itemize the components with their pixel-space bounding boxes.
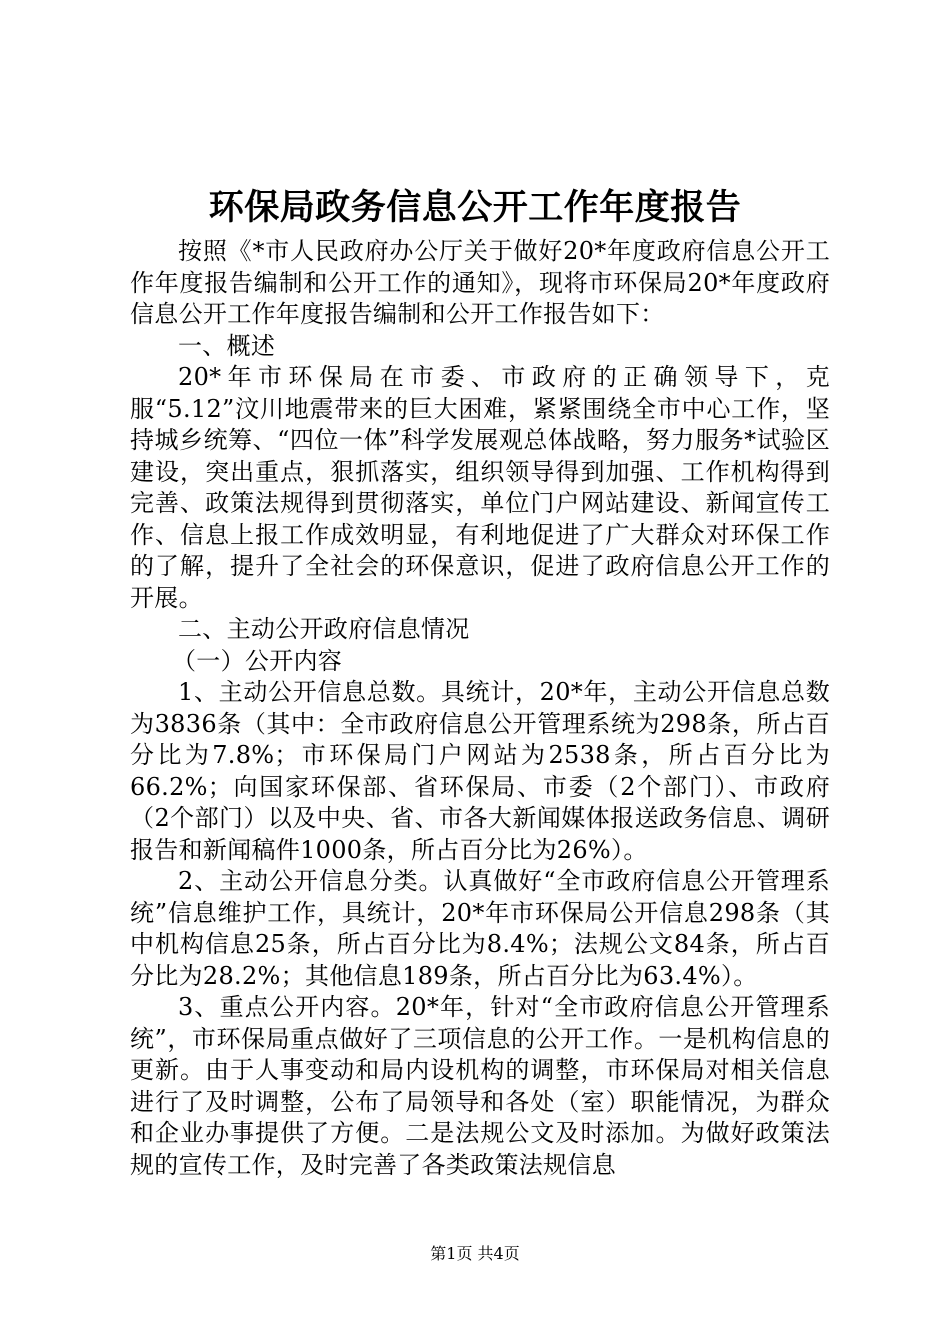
section-heading-overview: 一、概述 [178, 331, 276, 360]
document-title: 环保局政务信息公开工作年度报告 [208, 188, 742, 228]
document-body [130, 236, 830, 1181]
page-footer: 第1页 共4页 [430, 1244, 520, 1263]
paragraph-item-2: 2、主动公开信息分类。认真做好“全市政府信息公开管理系统”信息维护工作，具统计，20*年市环保局公开信息298条（其中机构信息25条，所占百分比为8.4%；法规公文84条，所占百分比为28.2%；其他信息189条，所占百分比为63.4%）。 [130, 867, 830, 990]
subsection-heading-content: （一）公开内容 [172, 646, 343, 675]
paragraph-item-1: 1、主动公开信息总数。具统计，20*年，主动公开信息总数为3836条（其中：全市政府信息公开管理系统为298条，所占百分比为7.8%；市环保局门户网站为2538条，所占百分比为66.2%；向国家环保部、省环保局、市委（2个部门）、市政府（2个部门）以及中央、省、市各大新闻媒体报送政务信息、调研报告和新闻稿件1000条，所占百分比为26%）。 [130, 678, 830, 864]
paragraph-overview: 20*年市环保局在市委、市政府的正确领导下，克服“5.12”汶川地震带来的巨大困难，紧紧围绕全市中心工作，坚持城乡统筹、“四位一体”科学发展观总体战略，努力服务*试验区建设，突出重点，狠抓落实，组织领导得到加强、工作机构得到完善、政策法规得到贯彻落实，单位门户网站建设、新闻宣传工作、信息上报工作成效明显，有利地促进了广大群众对环保工作的了解，提升了全社会的环保意识，促进了政府信息公开工作的开展。 [130, 363, 830, 612]
section-heading-active-disclosure: 二、主动公开政府信息情况 [178, 615, 470, 643]
paragraph-item-3: 3、重点公开内容。20*年，针对“全市政府信息公开管理系统”，市环保局重点做好了三项信息的公开工作。一是机构信息的更新。由于人事变动和局内设机构的调整，市环保局对相关信息进行了及时调整，公布了局领导和各处（室）职能情况，为群众和企业办事提供了方便。二是法规公文及时添加。为做好政策法规的宣传工作，及时完善了各类政策法规信息 [130, 993, 830, 1179]
paragraph-intro: 按照《*市人民政府办公厅关于做好20*年度政府信息公开工作年度报告编制和公开工作的通知》，现将市环保局20*年度政府信息公开工作年度报告编制和公开工作报告如下： [130, 237, 830, 328]
